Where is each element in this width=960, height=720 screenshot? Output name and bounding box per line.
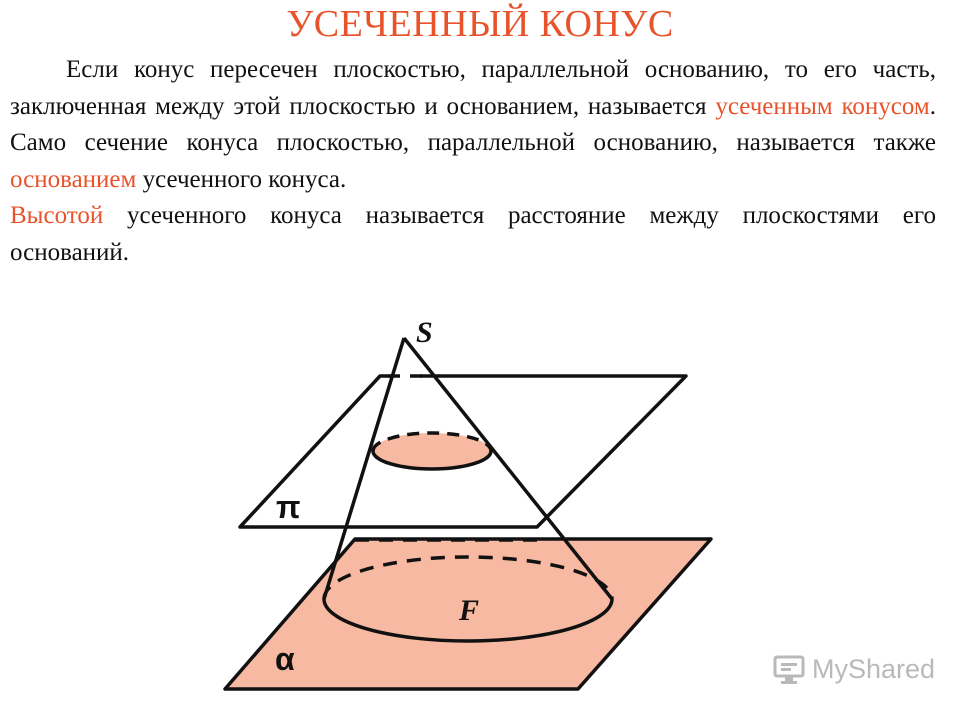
- watermark-text: MyShared: [812, 653, 936, 684]
- label-apex-s: S: [416, 316, 433, 349]
- paragraph1-part3: усеченного конуса.: [136, 165, 347, 193]
- term-truncated-cone: усеченным конусом: [715, 92, 930, 120]
- page-title: УСЕЧЕННЫЙ КОНУС: [286, 3, 674, 45]
- watermark: [772, 652, 935, 686]
- paragraph1-part1: Если конус пересечен плоскостью, параллельной основанию, то его часть, заключенная между этой плоскостью и основанием, называется: [10, 56, 936, 120]
- label-base-f: F: [459, 594, 480, 627]
- monitor-icon: [772, 652, 806, 686]
- paragraph2-rest: усеченного конуса называется расстояние между плоскостями его оснований.: [10, 202, 936, 266]
- label-plane-alpha: α: [275, 641, 295, 677]
- label-plane-pi: π: [276, 489, 301, 525]
- term-height: Высотой: [10, 202, 104, 229]
- paragraph1-part2: . Само сечение конуса плоскостью, параллельной основанию, называется также: [10, 92, 936, 156]
- term-base: основанием: [10, 165, 137, 193]
